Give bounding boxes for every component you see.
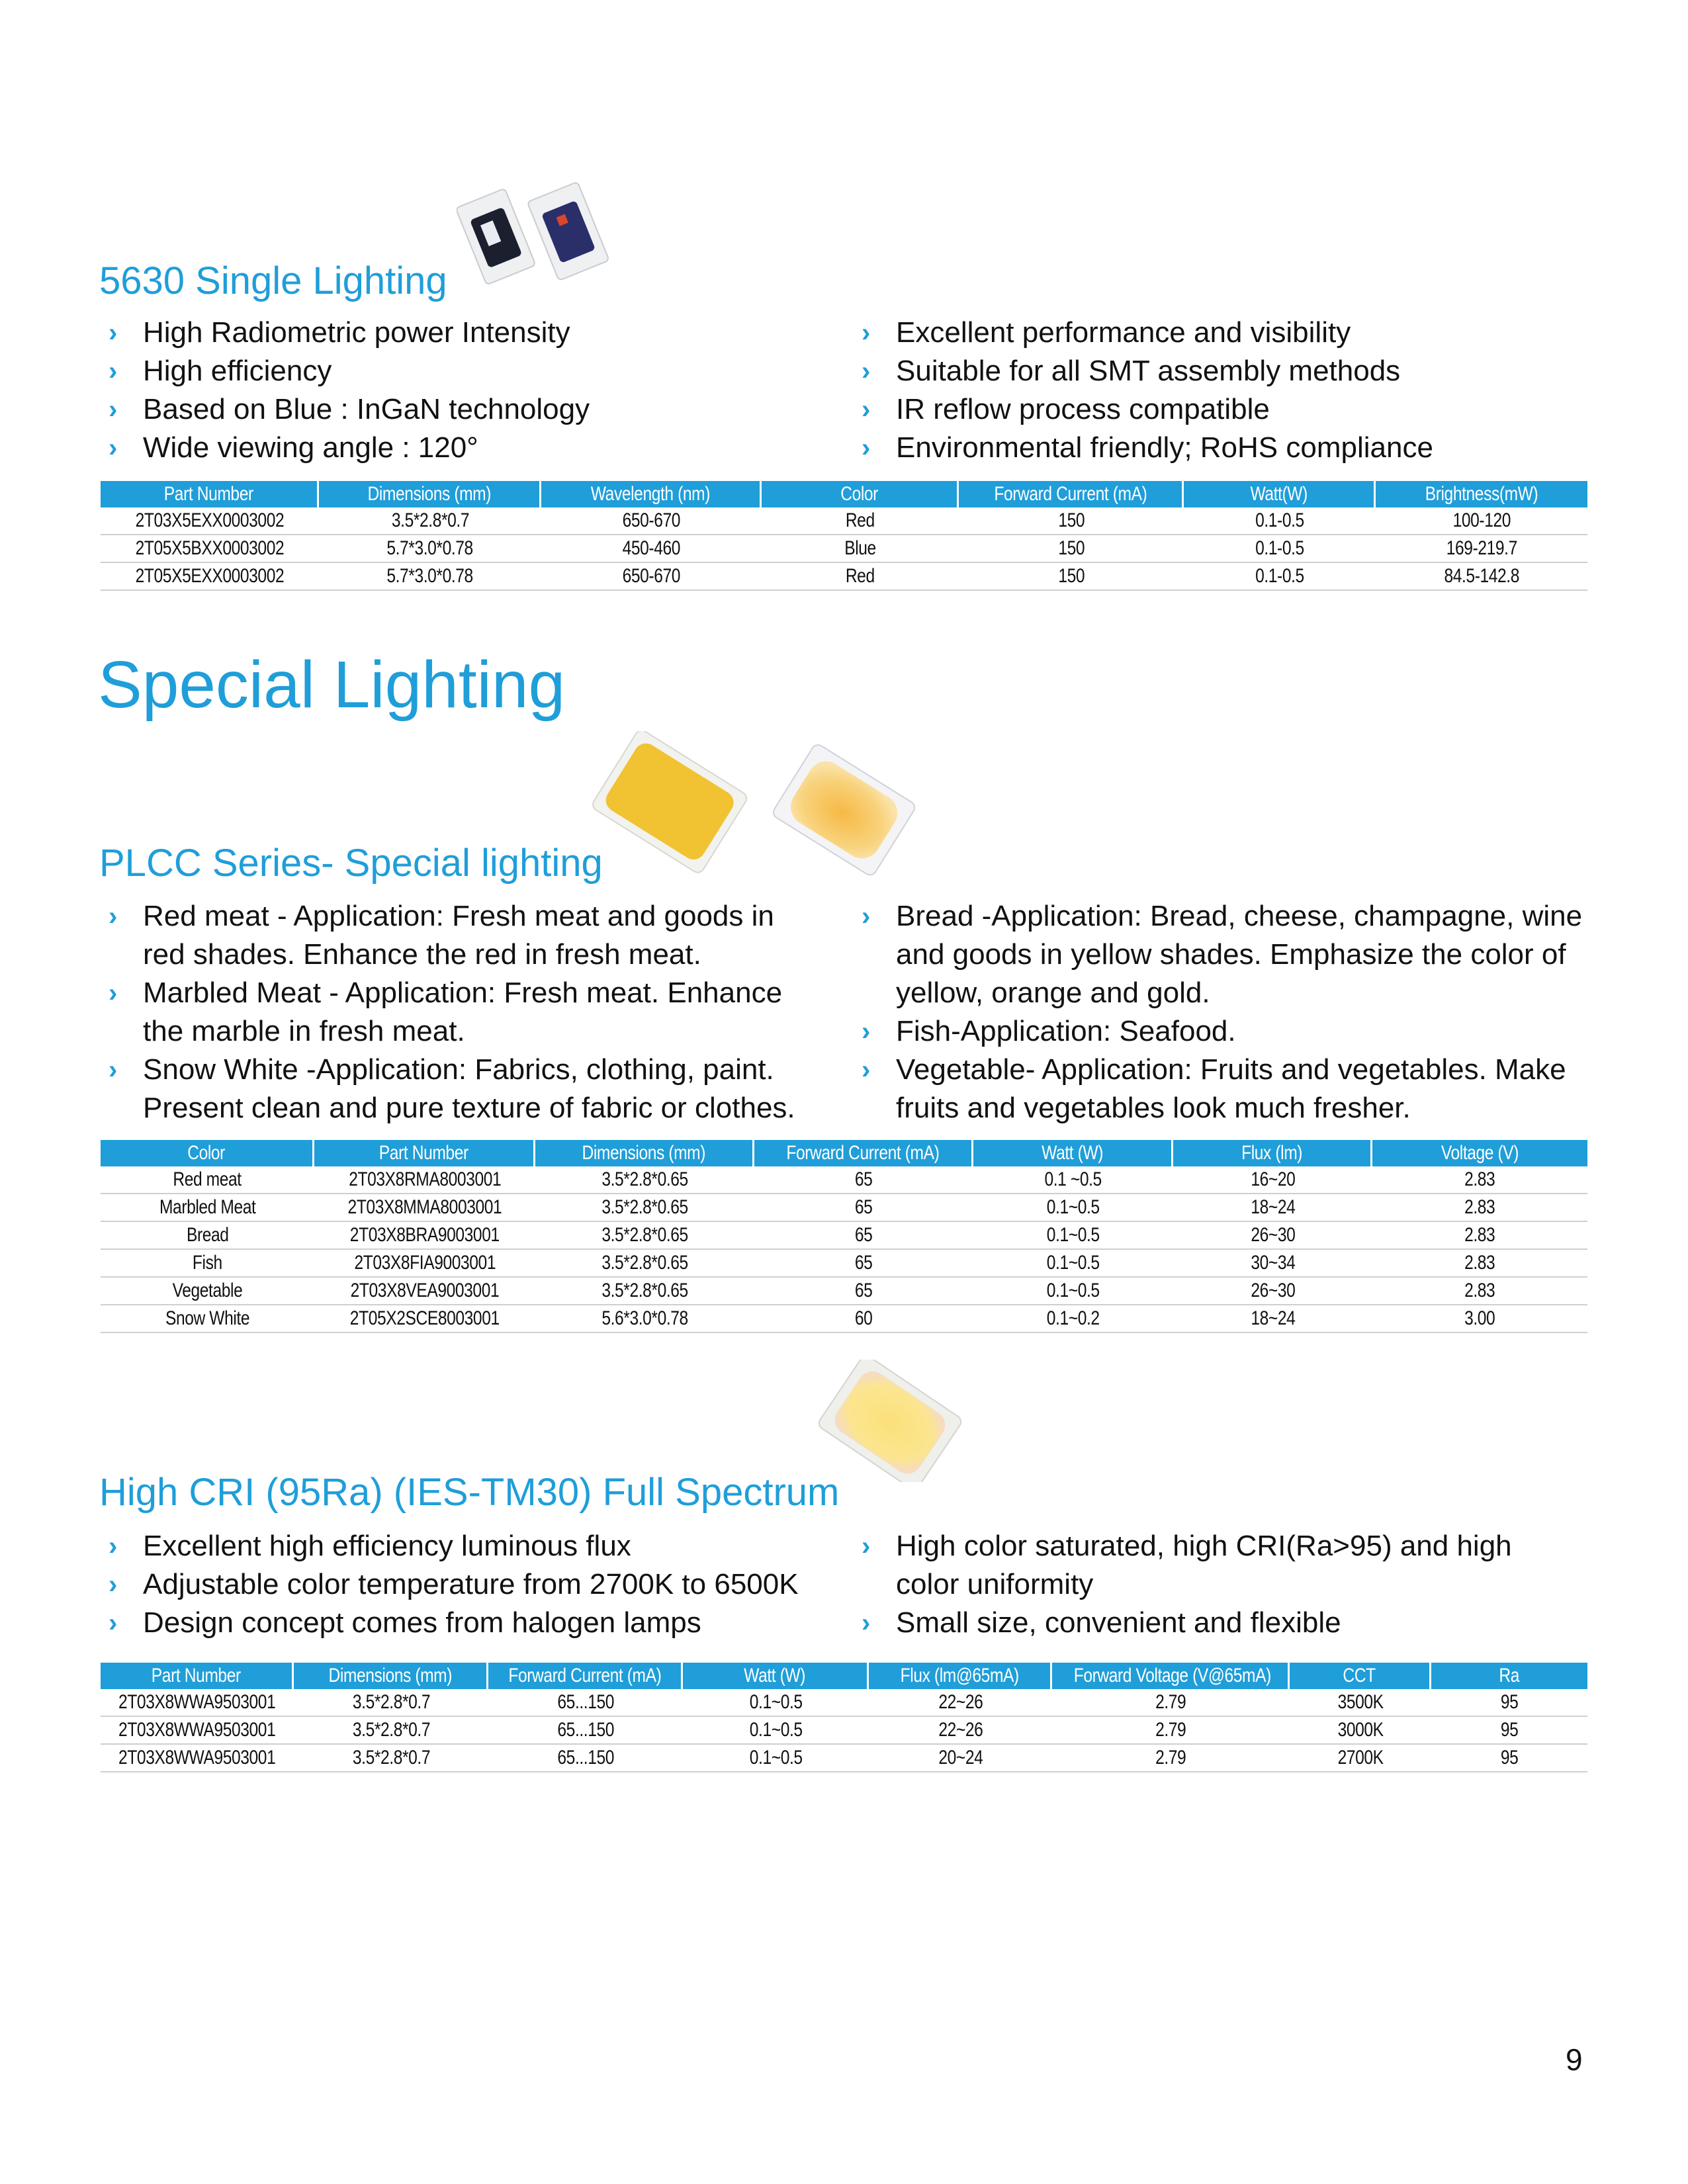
cell-watt: 0.1~0.5 <box>973 1222 1173 1250</box>
table-row <box>101 563 1587 591</box>
table-row <box>101 1194 1587 1222</box>
feature-item: › Environmental friendly; RoHS compliance <box>854 429 1595 467</box>
column-header: Flux (lm@65mA) <box>869 1663 1052 1689</box>
chevron-right-icon: › <box>862 433 871 462</box>
cell-color: Vegetable <box>101 1278 314 1305</box>
section-title-high-cri: High CRI (95Ra) (IES-TM30) Full Spectrum <box>99 1471 840 1514</box>
chevron-right-icon: › <box>862 1017 871 1046</box>
column-header: Watt(W) <box>1184 481 1376 507</box>
cell-voltage: 2.83 <box>1372 1278 1587 1305</box>
column-header: Watt (W) <box>683 1663 869 1689</box>
spec-table-plcc <box>101 1140 1587 1333</box>
cell-dimensions: 3.5*2.8*0.65 <box>535 1194 754 1222</box>
feature-item: › Excellent high efficiency luminous flux <box>101 1527 862 1565</box>
chevron-right-icon: › <box>109 433 118 462</box>
cell-voltage: 2.83 <box>1372 1222 1587 1250</box>
cell-forward-current: 150 <box>959 563 1184 591</box>
cell-voltage: 2.83 <box>1372 1250 1587 1278</box>
table-row <box>101 535 1587 563</box>
cell-forward-current: 65 <box>754 1278 973 1305</box>
table-row <box>101 1689 1587 1717</box>
column-header: Color <box>762 481 959 507</box>
table-row <box>101 1745 1587 1772</box>
cell-watt: 0.1~0.2 <box>973 1305 1173 1333</box>
table-header-row <box>101 1663 1587 1689</box>
cell-voltage: 3.00 <box>1372 1305 1587 1333</box>
cell-watt: 0.1-0.5 <box>1184 535 1376 563</box>
cell-part-number: 2T05X5BXX0003002 <box>101 535 319 563</box>
column-header: Part Number <box>101 481 319 507</box>
chevron-right-icon: › <box>862 357 871 386</box>
chevron-right-icon: › <box>109 1570 118 1599</box>
cell-part-number: 2T03X8VEA9003001 <box>314 1278 535 1305</box>
feature-item: › High efficiency <box>101 352 828 390</box>
feature-item: › Adjustable color temperature from 2700K to 6500K <box>101 1565 862 1604</box>
cell-ra: 95 <box>1431 1717 1587 1745</box>
cell-watt: 0.1~0.5 <box>683 1745 869 1772</box>
cell-flux: 26~30 <box>1173 1278 1372 1305</box>
feature-list-right-plcc <box>854 897 1615 1127</box>
cell-part-number: 2T03X8BRA9003001 <box>314 1222 535 1250</box>
cell-color: Fish <box>101 1250 314 1278</box>
cell-brightness: 169-219.7 <box>1376 535 1587 563</box>
cell-forward-current: 65...150 <box>488 1717 683 1745</box>
column-header: Ra <box>1431 1663 1587 1689</box>
cell-cct: 3000K <box>1290 1717 1431 1745</box>
cell-dimensions: 3.5*2.8*0.7 <box>294 1689 488 1717</box>
cell-forward-current: 150 <box>959 507 1184 535</box>
cell-dimensions: 5.6*3.0*0.78 <box>535 1305 754 1333</box>
cell-wavelength: 650-670 <box>541 507 762 535</box>
column-header: Voltage (V) <box>1372 1140 1587 1166</box>
cell-flux: 18~24 <box>1173 1194 1372 1222</box>
cell-voltage: 2.83 <box>1372 1194 1587 1222</box>
cell-forward-current: 65...150 <box>488 1745 683 1772</box>
feature-item: › Suitable for all SMT assembly methods <box>854 352 1595 390</box>
cell-ra: 95 <box>1431 1689 1587 1717</box>
cell-dimensions: 3.5*2.8*0.7 <box>319 507 541 535</box>
feature-list-right-5630 <box>854 314 1595 467</box>
column-header: Flux (lm) <box>1173 1140 1372 1166</box>
cell-color: Red <box>762 563 959 591</box>
cell-color: Red meat <box>101 1166 314 1194</box>
cell-wavelength: 650-670 <box>541 563 762 591</box>
cell-watt: 0.1~0.5 <box>683 1689 869 1717</box>
led-high-cri-image <box>814 1360 966 1482</box>
cell-dimensions: 3.5*2.8*0.65 <box>535 1278 754 1305</box>
column-header: Brightness(mW) <box>1376 481 1587 507</box>
cell-cct: 2700K <box>1290 1745 1431 1772</box>
chevron-right-icon: › <box>109 902 118 931</box>
feature-item: › Red meat - Application: Fresh meat and goods in red shades. Enhance the red in fresh meat. <box>101 897 862 974</box>
column-header: Forward Current (mA) <box>488 1663 683 1689</box>
page-number: 9 <box>1566 2042 1583 2077</box>
chevron-right-icon: › <box>109 395 118 424</box>
feature-list-left-plcc <box>101 897 862 1127</box>
table-row <box>101 1305 1587 1333</box>
column-header: Forward Current (mA) <box>959 481 1184 507</box>
column-header: Dimensions (mm) <box>319 481 541 507</box>
cell-color: Blue <box>762 535 959 563</box>
feature-list-left-5630 <box>101 314 828 467</box>
cell-dimensions: 5.7*3.0*0.78 <box>319 563 541 591</box>
chevron-right-icon: › <box>109 1608 118 1638</box>
feature-item: › IR reflow process compatible <box>854 390 1595 429</box>
chevron-right-icon: › <box>862 318 871 347</box>
column-header: Wavelength (nm) <box>541 481 762 507</box>
column-header: Part Number <box>314 1140 535 1166</box>
chevron-right-icon: › <box>109 1532 118 1561</box>
table-row <box>101 1250 1587 1278</box>
cell-flux: 18~24 <box>1173 1305 1372 1333</box>
cell-color: Red <box>762 507 959 535</box>
cell-part-number: 2T03X8RMA8003001 <box>314 1166 535 1194</box>
section-title-5630: 5630 Single Lighting <box>99 259 447 302</box>
cell-watt: 0.1~0.5 <box>973 1278 1173 1305</box>
chevron-right-icon: › <box>862 1608 871 1638</box>
cell-part-number: 2T05X5EXX0003002 <box>101 563 319 591</box>
cell-forward-current: 150 <box>959 535 1184 563</box>
feature-item: › Small size, convenient and flexible <box>854 1604 1615 1642</box>
page-heading-special-lighting: Special Lighting <box>98 648 566 722</box>
cell-watt: 0.1~0.5 <box>973 1194 1173 1222</box>
cell-color: Bread <box>101 1222 314 1250</box>
feature-item: › Marbled Meat - Application: Fresh meat. Enhance the marble in fresh meat. <box>101 974 862 1051</box>
feature-item: › Bread -Application: Bread, cheese, champagne, wine and goods in yellow shades. Emphasize the color of yellow, orange and gold. <box>854 897 1615 1012</box>
cell-part-number: 2T05X2SCE8003001 <box>314 1305 535 1333</box>
chevron-right-icon: › <box>862 902 871 931</box>
cell-watt: 0.1-0.5 <box>1184 507 1376 535</box>
cell-flux: 26~30 <box>1173 1222 1372 1250</box>
cell-forward-voltage: 2.79 <box>1052 1717 1290 1745</box>
cell-forward-current: 65 <box>754 1222 973 1250</box>
cell-forward-current: 65 <box>754 1166 973 1194</box>
column-header: CCT <box>1290 1663 1431 1689</box>
cell-dimensions: 5.7*3.0*0.78 <box>319 535 541 563</box>
column-header: Forward Voltage (V@65mA) <box>1052 1663 1290 1689</box>
chevron-right-icon: › <box>862 1055 871 1084</box>
feature-item: › Based on Blue : InGaN technology <box>101 390 828 429</box>
cell-flux: 30~34 <box>1173 1250 1372 1278</box>
cell-voltage: 2.83 <box>1372 1166 1587 1194</box>
cell-part-number: 2T03X8WWA9503001 <box>101 1745 294 1772</box>
chevron-right-icon: › <box>862 1532 871 1561</box>
cell-ra: 95 <box>1431 1745 1587 1772</box>
column-header: Dimensions (mm) <box>294 1663 488 1689</box>
feature-item: › Fish-Application: Seafood. <box>854 1012 1615 1051</box>
feature-item: › High color saturated, high CRI(Ra>95) and high color uniformity <box>854 1527 1615 1604</box>
table-row <box>101 1166 1587 1194</box>
cell-part-number: 2T03X8FIA9003001 <box>314 1250 535 1278</box>
table-row <box>101 1222 1587 1250</box>
cell-watt: 0.1 ~0.5 <box>973 1166 1173 1194</box>
cell-wavelength: 450-460 <box>541 535 762 563</box>
table-header-row <box>101 481 1587 507</box>
cell-forward-current: 65...150 <box>488 1689 683 1717</box>
feature-item: › Excellent performance and visibility <box>854 314 1595 352</box>
cell-part-number: 2T03X8WWA9503001 <box>101 1689 294 1717</box>
feature-item: › Wide viewing angle : 120° <box>101 429 828 467</box>
cell-part-number: 2T03X8WWA9503001 <box>101 1717 294 1745</box>
chevron-right-icon: › <box>109 1055 118 1084</box>
feature-list-left-cri <box>101 1527 862 1642</box>
cell-color: Marbled Meat <box>101 1194 314 1222</box>
cell-part-number: 2T03X5EXX0003002 <box>101 507 319 535</box>
cell-forward-current: 65 <box>754 1194 973 1222</box>
led-plcc-image <box>586 731 923 883</box>
cell-watt: 0.1-0.5 <box>1184 563 1376 591</box>
cell-dimensions: 3.5*2.8*0.7 <box>294 1745 488 1772</box>
table-row <box>101 1278 1587 1305</box>
cell-forward-current: 65 <box>754 1250 973 1278</box>
feature-item: › Design concept comes from halogen lamps <box>101 1604 862 1642</box>
cell-dimensions: 3.5*2.8*0.7 <box>294 1717 488 1745</box>
chevron-right-icon: › <box>109 318 118 347</box>
cell-dimensions: 3.5*2.8*0.65 <box>535 1250 754 1278</box>
spec-table-high-cri <box>101 1663 1587 1772</box>
cell-color: Snow White <box>101 1305 314 1333</box>
cell-forward-voltage: 2.79 <box>1052 1689 1290 1717</box>
cell-part-number: 2T03X8MMA8003001 <box>314 1194 535 1222</box>
cell-dimensions: 3.5*2.8*0.65 <box>535 1222 754 1250</box>
cell-brightness: 100-120 <box>1376 507 1587 535</box>
cell-watt: 0.1~0.5 <box>973 1250 1173 1278</box>
spec-table-5630 <box>101 481 1587 591</box>
table-header-row <box>101 1140 1587 1166</box>
column-header: Watt (W) <box>973 1140 1173 1166</box>
cell-flux: 20~24 <box>869 1745 1052 1772</box>
cell-flux: 22~26 <box>869 1717 1052 1745</box>
chevron-right-icon: › <box>109 357 118 386</box>
cell-forward-voltage: 2.79 <box>1052 1745 1290 1772</box>
column-header: Part Number <box>101 1663 294 1689</box>
led-5630-image <box>457 175 615 298</box>
feature-item: › Snow White -Application: Fabrics, clothing, paint. Present clean and pure texture of fabric or clothes. <box>101 1051 862 1127</box>
column-header: Dimensions (mm) <box>535 1140 754 1166</box>
cell-forward-current: 60 <box>754 1305 973 1333</box>
cell-cct: 3500K <box>1290 1689 1431 1717</box>
column-header: Forward Current (mA) <box>754 1140 973 1166</box>
feature-list-right-cri <box>854 1527 1615 1642</box>
cell-dimensions: 3.5*2.8*0.65 <box>535 1166 754 1194</box>
table-row <box>101 1717 1587 1745</box>
cell-watt: 0.1~0.5 <box>683 1717 869 1745</box>
table-row <box>101 507 1587 535</box>
cell-brightness: 84.5-142.8 <box>1376 563 1587 591</box>
cell-flux: 16~20 <box>1173 1166 1372 1194</box>
chevron-right-icon: › <box>862 395 871 424</box>
chevron-right-icon: › <box>109 979 118 1008</box>
feature-item: › Vegetable- Application: Fruits and vegetables. Make fruits and vegetables look much fresher. <box>854 1051 1615 1127</box>
cell-flux: 22~26 <box>869 1689 1052 1717</box>
feature-item: › High Radiometric power Intensity <box>101 314 828 352</box>
column-header: Color <box>101 1140 314 1166</box>
section-title-plcc: PLCC Series- Special lighting <box>99 842 603 885</box>
